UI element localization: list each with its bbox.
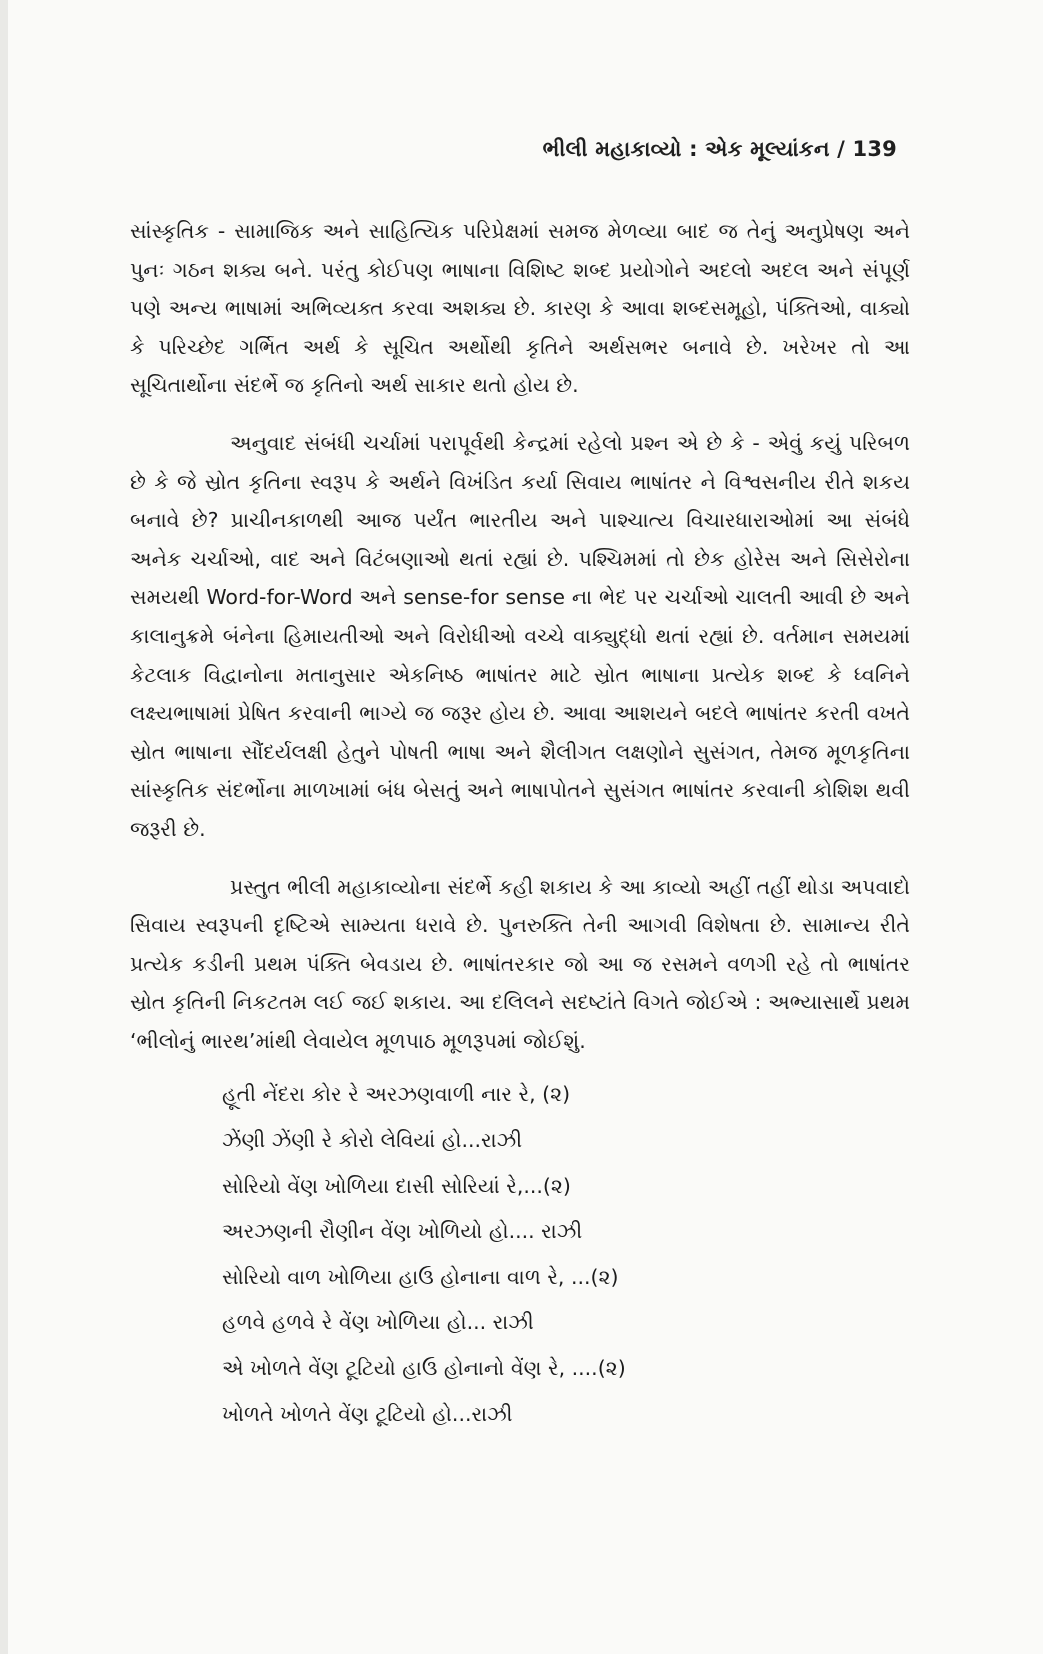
running-header: ભીલી મહાકાવ્યો : એક મૂલ્યાંકન / 139 (542, 137, 897, 161)
verse-line: સોરિયો વેંણ ખોળિયા દાસી સોરિયાં રે,...(૨) (222, 1173, 571, 1198)
folk-verse (222, 1072, 910, 1437)
verse-line: સોરિયો વાળ ખોળિયા હાઉ હોનાના વાળ રે, ...(૨) (222, 1264, 619, 1289)
verse-line: ખોળતે ખોળતે વેંણ ટૂટિયો હો...રાઝી (222, 1401, 513, 1426)
verse-line: એ ખોળતે વેંણ ટૂટિયો હાઉ હોનાનો વેંણ રે, ....(૨) (222, 1356, 626, 1381)
paragraph-1: સાંસ્કૃતિક - સામાજિક અને સાહિત્યિક પરિપ્રેક્ષમાં સમજ મેળવ્યા બાદ જ તેનું અનુપ્રેષણ અને પુનઃ ગઠન શક્ય બને. પરંતુ કોઈપણ ભાષાના વિશિષ્ટ શબ્દ પ્રયોગોને અદલો અદલ અને સંપૂર્ણ પણે અન્ય ભાષામાં અભિવ્યક્ત કરવા અશક્ય છે. કારણ કે આવા શબ્દસમૂહો, પંક્તિઓ, વાક્યો કે પરિચ્છેદ ગર્ભિત અર્થ કે સૂચિત અર્થોથી કૃતિને અર્થસભર બનાવે છે. ખરેખર તો આ સૂચિતાર્થોના સંદર્ભે જ કૃતિનો અર્થ સાકાર થતો હોય છે. (130, 219, 910, 398)
paragraph-2: અનુવાદ સંબંધી ચર્ચામાં પરાપૂર્વથી કેન્દ્રમાં રહેલો પ્રશ્ન એ છે કે - એવું કયું પરિબળ છે કે જે સ્રોત કૃતિના સ્વરૂપ કે અર્થને વિખંડિત કર્યા સિવાય ભાષાંતર ને વિશ્વસનીય રીતે શકય બનાવે છે? પ્રાચીનકાળથી આજ પર્યંત ભારતીય અને પાશ્ચાત્ય વિચારધારાઓમાં આ સંબંધે અનેક ચર્ચાઓ, વાદ અને વિટંબણાઓ થતાં રહ્યાં છે. પશ્ચિમમાં તો છેક હોરેસ અને સિસેરોના સમયથી Word-for-Word અને sense-for sense ના ભેદ પર ચર્ચાઓ ચાલતી આવી છે અને કાલાનુક્રમે બંનેના હિમાયતીઓ અને વિરોધીઓ વચ્ચે વાક્યુદ્ધો થતાં રહ્યાં છે. વર્તમાન સમયમાં કેટલાક વિદ્વાનોના મતાનુસાર એકનિષ્ઠ ભાષાંતર માટે સ્રોત ભાષાના પ્રત્યેક શબ્દ કે ધ્વનિને લક્ષ્યભાષામાં પ્રેષિત કરવાની ભાગ્યે જ જરૂર હોય છે. આવા આશયને બદલે ભાષાંતર કરતી વખતે સ્રોત ભાષાના સૌંદર્યલક્ષી હેતુને પોષતી ભાષા અને શૈલીગત લક્ષણોને સુસંગત, તેમજ મૂળકૃતિના સાંસ્કૃતિક સંદર્ભોના માળખામાં બંધ બેસતું અને ભાષાપોતને સુસંગત ભાષાંતર કરવાની કોશિશ થવી જરૂરી છે. (130, 430, 910, 841)
verse-line: ઝેંણી ઝેંણી રે કોરો લેવિયાં હો...રાઝી (222, 1128, 523, 1153)
page-body (130, 212, 910, 1437)
verse-line: અરઝણની રૌણીન વેંણ ખોળિયો હો.... રાઝી (222, 1219, 583, 1244)
paragraph-3: પ્રસ્તુત ભીલી મહાકાવ્યોના સંદર્ભે કહી શકાય કે આ કાવ્યો અહીં તહીં થોડા અપવાદો સિવાય સ્વરૂપની દૃષ્ટિએ સામ્યતા ધરાવે છે. પુનરુક્તિ તેની આગવી વિશેષતા છે. સામાન્ય રીતે પ્રત્યેક કડીની પ્રથમ પંક્તિ બેવડાય છે. ભાષાંતરકાર જો આ જ રસમને વળગી રહે તો ભાષાંતર સ્રોત કૃતિની નિકટતમ લઈ જઈ શકાય. આ દલિલને સદષ્ટાંતે વિગતે જોઈએ : અભ્યાસાર્થે પ્રથમ ‘ભીલોનું ભારથ’માંથી લેવાયેલ મૂળપાઠ મૂળરૂપમાં જોઈશું. (130, 874, 910, 1053)
verse-line: હૂતી નેંદરા કોર રે અરઝણવાળી નાર રે, (૨) (222, 1082, 571, 1107)
verse-line: હળવે હળવે રે વેંણ ખોળિયા હો... રાઝી (222, 1310, 534, 1335)
